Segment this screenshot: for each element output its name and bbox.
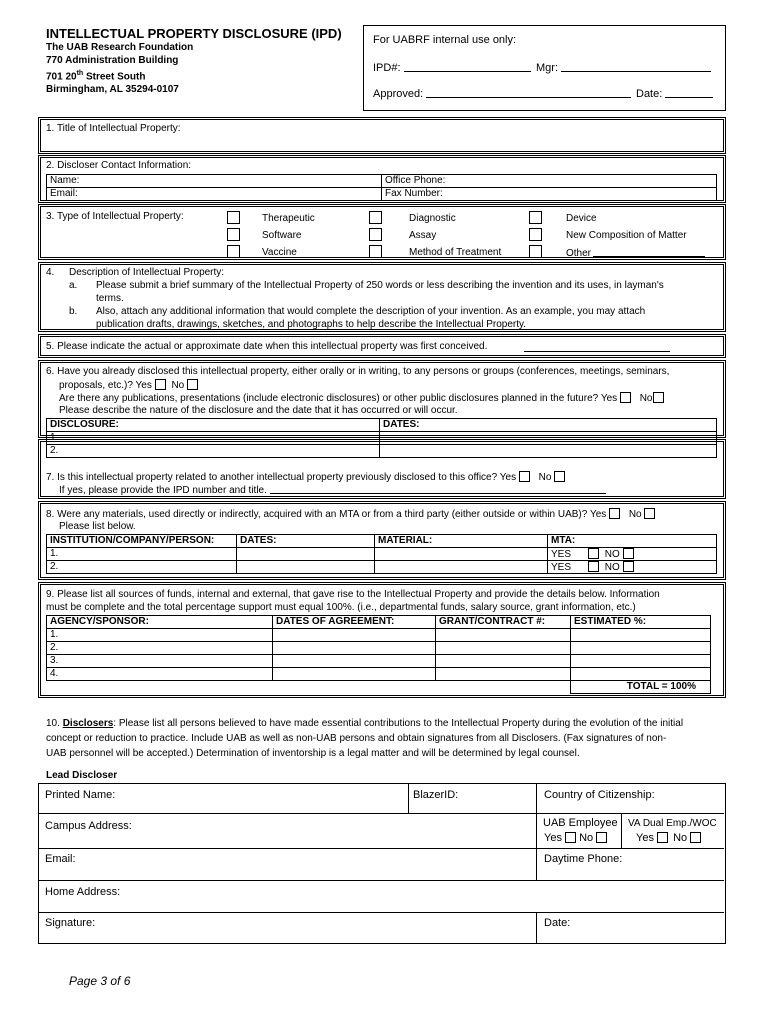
- section-6-prior-disclosure: [38, 360, 726, 456]
- daytime-phone-field[interactable]: Daytime Phone:: [544, 853, 623, 865]
- material-col-header: MATERIAL:: [375, 535, 548, 548]
- mta-cell: YES NO: [548, 561, 717, 574]
- section-9-funding: [38, 582, 726, 698]
- funding-cell[interactable]: [436, 642, 571, 655]
- va-dual-options: Yes No: [636, 832, 701, 844]
- section-2-contact: [38, 155, 726, 203]
- s8-line-1: 8. Were any materials, used directly or indirectly, acquired with an MTA or from a third party (either outside or within UAB)? Yes No: [46, 508, 655, 520]
- mta-cell: YES NO: [548, 548, 717, 561]
- funding-cell[interactable]: [436, 629, 571, 642]
- form-title: INTELLECTUAL PROPERTY DISCLOSURE (IPD): [46, 26, 342, 41]
- assay-label: Assay: [409, 230, 437, 241]
- uab-employee-yes-checkbox[interactable]: [565, 832, 576, 843]
- signature-date-field[interactable]: Date:: [544, 917, 571, 929]
- disclosure-row[interactable]: 2.: [47, 445, 380, 458]
- disclosure-col-header: DISCLOSURE:: [47, 419, 380, 432]
- composition-checkbox[interactable]: [529, 228, 542, 241]
- s10-line-2: concept or reduction to practice. Include UAB as well as non-UAB persons and obtain signatures from all Disclosers. (Fax signatures of non-: [46, 733, 667, 744]
- funding-cell[interactable]: [273, 668, 436, 681]
- s6-line-3: Are there any publications, presentations (include electronic disclosures) or other public disclosures planned in the future? Yes No: [59, 392, 664, 404]
- s4b-text-1: Also, attach any additional information that would complete the description of your invention. As an example, you may attach: [96, 306, 646, 317]
- s8-no-checkbox[interactable]: [644, 508, 655, 519]
- office-phone-field[interactable]: Office Phone:: [382, 175, 717, 188]
- institution-col-header: INSTITUTION/COMPANY/PERSON:: [47, 535, 237, 548]
- funding-cell[interactable]: [571, 668, 711, 681]
- section-3-ip-type: [38, 204, 726, 260]
- s6-disclosed-yes-checkbox[interactable]: [155, 379, 166, 390]
- org-address-3: Birmingham, AL 35294-0107: [46, 84, 179, 96]
- software-label: Software: [262, 230, 302, 241]
- uab-employee-options: Yes No: [544, 832, 607, 844]
- total-percentage: TOTAL = 100%: [571, 681, 711, 694]
- diagnostic-checkbox[interactable]: [369, 211, 382, 224]
- org-name: The UAB Research Foundation: [46, 42, 194, 53]
- total-spacer: [47, 681, 273, 694]
- agreement-date-col-header: DATES OF AGREEMENT:: [273, 616, 436, 629]
- citizenship-field[interactable]: Country of Citizenship:: [544, 789, 655, 801]
- section-7-related-ip: [38, 439, 726, 499]
- internal-use-box: [363, 25, 726, 111]
- uab-employee-label: UAB Employee: [543, 817, 618, 829]
- section-10-disclosers: [46, 716, 726, 761]
- s8-yes-checkbox[interactable]: [609, 508, 620, 519]
- composition-label: New Composition of Matter: [566, 230, 687, 241]
- agency-col-header: AGENCY/SPONSOR:: [47, 616, 273, 629]
- signature-field[interactable]: Signature:: [45, 917, 96, 929]
- ip-type-label: 3. Type of Intellectual Property:: [46, 211, 184, 222]
- s4a-text-1: Please submit a brief summary of the Intellectual Property of 250 words or less describing the invention and its uses, in layman's: [96, 280, 664, 291]
- lead-discloser-heading: Lead Discloser: [46, 770, 118, 781]
- estimated-col-header: ESTIMATED %:: [571, 616, 711, 629]
- funding-cell[interactable]: [273, 629, 436, 642]
- conception-date-field[interactable]: [524, 342, 670, 352]
- mta-no-checkbox[interactable]: [623, 548, 634, 559]
- dates-col-header: DATES:: [380, 419, 717, 432]
- funding-cell[interactable]: [571, 629, 711, 642]
- other-checkbox[interactable]: [529, 245, 542, 258]
- materials-material-cell[interactable]: [375, 561, 548, 574]
- internal-date-field[interactable]: Date:: [636, 88, 713, 100]
- s6-planned-no-checkbox[interactable]: [653, 392, 664, 403]
- funding-row[interactable]: 4.: [47, 668, 273, 681]
- funding-cell[interactable]: [571, 655, 711, 668]
- mta-yes-checkbox[interactable]: [588, 561, 599, 572]
- total-spacer: [273, 681, 436, 694]
- va-dual-no-checkbox[interactable]: [690, 832, 701, 843]
- va-dual-yes-checkbox[interactable]: [657, 832, 668, 843]
- diagnostic-label: Diagnostic: [409, 213, 456, 224]
- internal-use-heading: For UABRF internal use only:: [373, 34, 517, 46]
- mta-no-checkbox[interactable]: [623, 561, 634, 572]
- mta-dates-col-header: DATES:: [237, 535, 375, 548]
- header-block: [46, 26, 342, 96]
- total-spacer: [436, 681, 571, 694]
- home-address-field[interactable]: Home Address:: [45, 886, 121, 898]
- uab-employee-no-checkbox[interactable]: [596, 832, 607, 843]
- s4b-text-2: publication drafts, drawings, sketches, and photographs to help describe the Intellectual Property.: [96, 319, 527, 330]
- blazer-id-field[interactable]: BlazerID:: [413, 789, 459, 801]
- funding-cell[interactable]: [273, 655, 436, 668]
- funding-cell[interactable]: [436, 655, 571, 668]
- s7-line-2: If yes, please provide the IPD number and title.: [59, 484, 606, 496]
- conception-date-label: 5. Please indicate the actual or approximate date when this intellectual property was first conceived.: [46, 341, 488, 352]
- s6-line-1: 6. Have you already disclosed this intellectual property, either orally or in writing, to any persons or groups (conferences, meetings, seminars,: [46, 366, 670, 377]
- s4-number: 4.: [46, 267, 55, 278]
- s10-line-3: UAB personnel will be accepted.) Determination of inventorship is a legal matter and will be determined by legal counsel.: [46, 748, 580, 759]
- s4b-mark: b.: [69, 306, 78, 317]
- fax-field[interactable]: Fax Number:: [382, 188, 717, 201]
- section-8-materials: [38, 501, 726, 580]
- materials-table: [46, 534, 717, 574]
- funding-cell[interactable]: [273, 642, 436, 655]
- s9-line-1: 9. Please list all sources of funds, internal and external, that gave rise to the Intellectual Property and provide the details below. Information: [46, 589, 660, 600]
- grant-col-header: GRANT/CONTRACT #:: [436, 616, 571, 629]
- s9-line-2: must be complete and the total percentage support must equal 100%. (i.e., departmental funds, salary source, grant information, etc.): [46, 602, 636, 613]
- s4a-text-2: terms.: [96, 293, 124, 304]
- campus-address-field[interactable]: Campus Address:: [45, 820, 132, 832]
- funding-row[interactable]: 2.: [47, 642, 273, 655]
- va-dual-label: VA Dual Emp./WOC: [628, 818, 717, 829]
- disclosure-row[interactable]: 1.: [47, 432, 380, 445]
- mta-yes-checkbox[interactable]: [588, 548, 599, 559]
- page-number: Page 3 of 6: [69, 974, 131, 988]
- other-label[interactable]: Other: [566, 247, 705, 259]
- s6-line-2: proposals, etc.)? Yes No: [59, 379, 198, 391]
- method-checkbox[interactable]: [369, 245, 382, 258]
- name-field[interactable]: Name:: [47, 175, 382, 188]
- mta-col-header: MTA:: [548, 535, 717, 548]
- approved-field[interactable]: Approved:: [373, 88, 631, 100]
- org-address-1: 770 Administration Building: [46, 55, 179, 66]
- s7-yes-checkbox[interactable]: [519, 471, 530, 482]
- device-label: Device: [566, 213, 597, 224]
- method-label: Method of Treatment: [409, 247, 502, 258]
- s7-line-1: 7. Is this intellectual property related to another intellectual property previously disclosed to this office? Yes No: [46, 471, 565, 483]
- assay-checkbox[interactable]: [369, 228, 382, 241]
- vaccine-checkbox[interactable]: [227, 245, 240, 258]
- email-field[interactable]: Email:: [47, 188, 382, 201]
- section-1-title[interactable]: [38, 117, 726, 154]
- s8-line-2: Please list below.: [59, 521, 136, 532]
- funding-cell[interactable]: [571, 642, 711, 655]
- materials-date-cell[interactable]: [237, 561, 375, 574]
- s4a-mark: a.: [69, 280, 78, 291]
- materials-row[interactable]: 1.: [47, 548, 237, 561]
- s6-disclosed-no-checkbox[interactable]: [187, 379, 198, 390]
- contact-info-label: 2. Discloser Contact Information:: [46, 160, 192, 171]
- funding-cell[interactable]: [436, 668, 571, 681]
- printed-name-field[interactable]: Printed Name:: [45, 789, 116, 801]
- materials-material-cell[interactable]: [375, 548, 548, 561]
- s7-no-checkbox[interactable]: [554, 471, 565, 482]
- ipd-number-field[interactable]: IPD#:: [373, 62, 531, 74]
- lead-discloser-table: [38, 783, 726, 944]
- section-5-conception-date: [38, 334, 726, 358]
- funding-row[interactable]: 1.: [47, 629, 273, 642]
- s10-line-1: 10. Disclosers: Please list all persons believed to have made essential contributions to the Intellectual Property during the evolution of the initial: [46, 718, 684, 729]
- disclosers-heading: Disclosers: [62, 718, 114, 729]
- title-of-ip-label: 1. Title of Intellectual Property:: [46, 123, 181, 134]
- software-checkbox[interactable]: [227, 228, 240, 241]
- lead-email-field[interactable]: Email:: [45, 853, 76, 865]
- org-address-2: 701 20th Street South: [46, 70, 146, 83]
- manager-field[interactable]: Mgr:: [536, 62, 711, 74]
- funding-row[interactable]: 3.: [47, 655, 273, 668]
- section-4-description: [38, 262, 726, 332]
- contact-table: [46, 174, 717, 201]
- materials-date-cell[interactable]: [237, 548, 375, 561]
- s6-line-4: Please describe the nature of the disclosure and the date that it has occurred or will occur.: [59, 405, 458, 416]
- vaccine-label: Vaccine: [262, 247, 297, 258]
- therapeutic-checkbox[interactable]: [227, 211, 240, 224]
- therapeutic-label: Therapeutic: [262, 213, 315, 224]
- description-label: Description of Intellectual Property:: [69, 267, 225, 278]
- device-checkbox[interactable]: [529, 211, 542, 224]
- materials-row[interactable]: 2.: [47, 561, 237, 574]
- funding-table: [46, 615, 711, 694]
- s6-planned-yes-checkbox[interactable]: [620, 392, 631, 403]
